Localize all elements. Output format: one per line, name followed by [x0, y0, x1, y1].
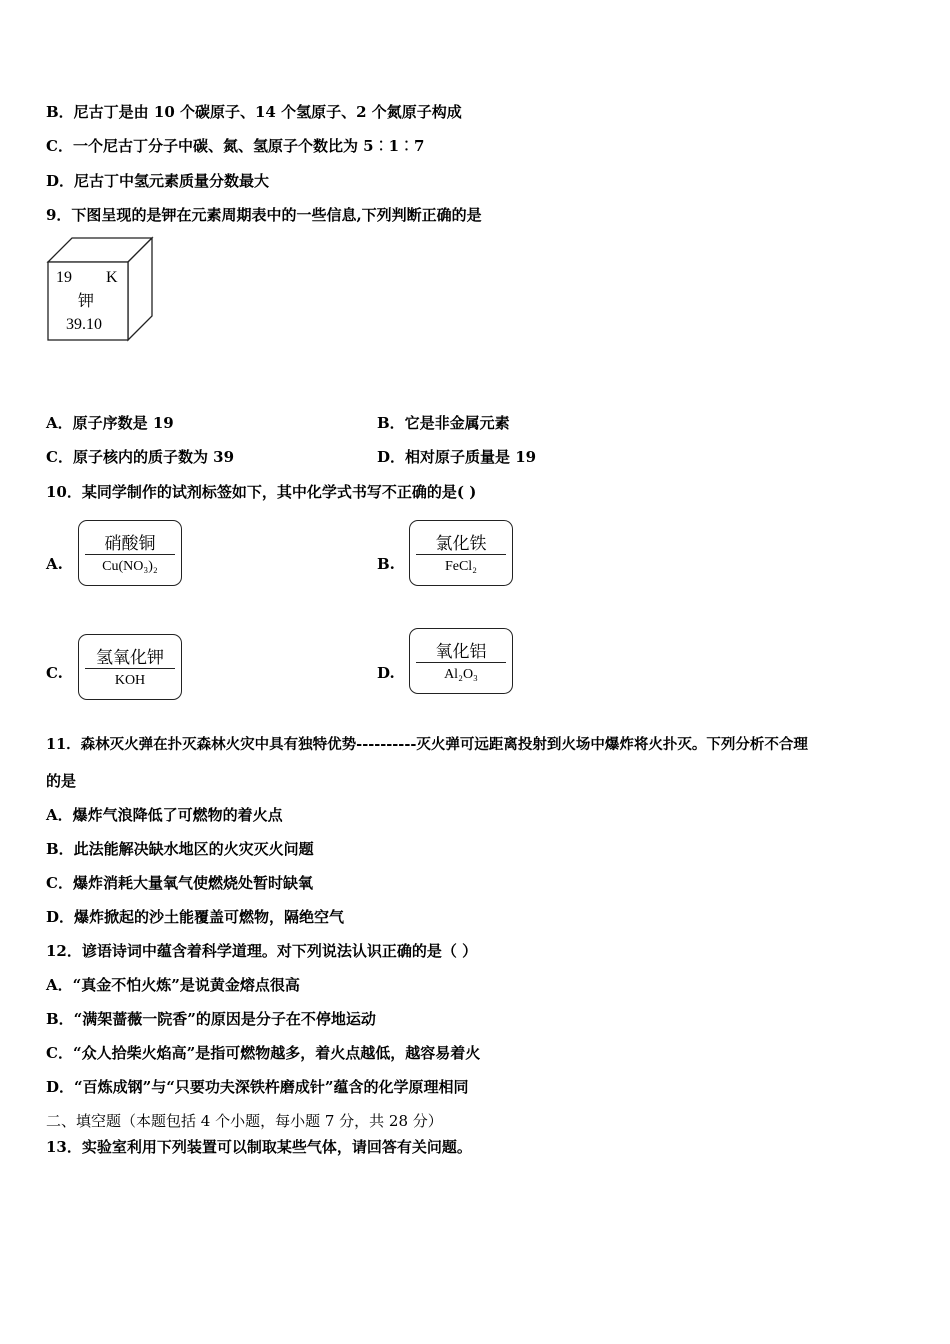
q12-option-c: C．“众人拾柴火焰高”是指可燃物越多，着火点越低，越容易着火: [46, 1044, 481, 1062]
q10-letter-a: A.: [46, 555, 63, 573]
q11-option-c: C．爆炸消耗大量氧气使燃烧处暂时缺氧: [46, 874, 313, 892]
q10-letter-b: B.: [377, 555, 395, 573]
q13-stem: 13．实验室利用下列装置可以制取某些气体，请回答有关问题。: [46, 1138, 472, 1156]
reagent-formula: Al₂O₃: [444, 667, 478, 682]
reagent-label-a: [78, 520, 182, 586]
q8-option-c: C．一个尼古丁分子中碳、氮、氢原子个数比为 5︰1︰7: [46, 137, 425, 155]
q11-stem-line1: 11．森林灭火弹在扑灭森林火灾中具有独特优势----------灭火弹可远距离投射到火场中爆炸将火扑灭。下列分析不合理: [46, 736, 808, 753]
q10-letter-d: D.: [377, 664, 395, 682]
reagent-name: 氯化铁: [435, 534, 487, 554]
q9-option-c: C．原子核内的质子数为 39: [46, 448, 235, 466]
label-divider: [416, 554, 506, 555]
label-divider: [85, 554, 175, 555]
element-mass: 39.10: [66, 316, 102, 333]
element-symbol: K: [106, 269, 118, 286]
q10-letter-c: C.: [46, 664, 63, 682]
reagent-formula: FeCl₂: [444, 559, 478, 574]
q8-option-d: D．尼古丁中氢元素质量分数最大: [46, 172, 270, 190]
q9-option-b: B．它是非金属元素: [377, 414, 510, 432]
reagent-formula: Cu(NO₃)₂: [102, 559, 158, 574]
q12-option-a: A．“真金不怕火炼”是说黄金熔点很高: [46, 976, 300, 994]
element-number: 19: [56, 269, 72, 286]
reagent-name: 硝酸铜: [104, 534, 156, 554]
q12-stem: 12．谚语诗词中蕴含着科学道理。对下列说法认识正确的是（ ）: [46, 942, 478, 960]
q10-stem: 10．某同学制作的试剂标签如下，其中化学式书写不正确的是( ): [46, 483, 477, 501]
q12-option-b: B．“满架蔷薇一院香”的原因是分子在不停地运动: [46, 1010, 376, 1028]
q8-option-b: B．尼古丁是由 10 个碳原子、14 个氢原子、2 个氮原子构成: [46, 103, 462, 121]
q9-option-d: D．相对原子质量是 19: [377, 448, 537, 466]
reagent-formula: KOH: [114, 673, 146, 688]
section-heading-fill-in: 二、填空题（本题包括 4 个小题，每小题 7 分，共 28 分）: [46, 1112, 443, 1130]
reagent-label-b: [409, 520, 513, 586]
q9-option-a: A．原子序数是 19: [46, 414, 174, 432]
label-divider: [416, 662, 506, 663]
q11-option-b: B．此法能解决缺水地区的火灾灭火问题: [46, 840, 314, 858]
label-divider: [85, 668, 175, 669]
q11-stem-line2: 的是: [46, 772, 77, 790]
reagent-name: 氧化铝: [435, 642, 487, 662]
q11-option-d: D．爆炸掀起的沙土能覆盖可燃物，隔绝空气: [46, 908, 345, 926]
reagent-label-d: [409, 628, 513, 694]
element-card-potassium: [44, 236, 156, 344]
q12-option-d: D．“百炼成钢”与“只要功夫深铁杵磨成针”蕴含的化学原理相同: [46, 1078, 469, 1096]
reagent-label-c: [78, 634, 182, 700]
q9-stem: 9．下图呈现的是钾在元素周期表中的一些信息,下列判断正确的是: [46, 206, 482, 224]
reagent-name: 氢氧化钾: [96, 648, 164, 668]
element-name: 钾: [78, 291, 95, 310]
q11-option-a: A．爆炸气浪降低了可燃物的着火点: [46, 806, 283, 824]
